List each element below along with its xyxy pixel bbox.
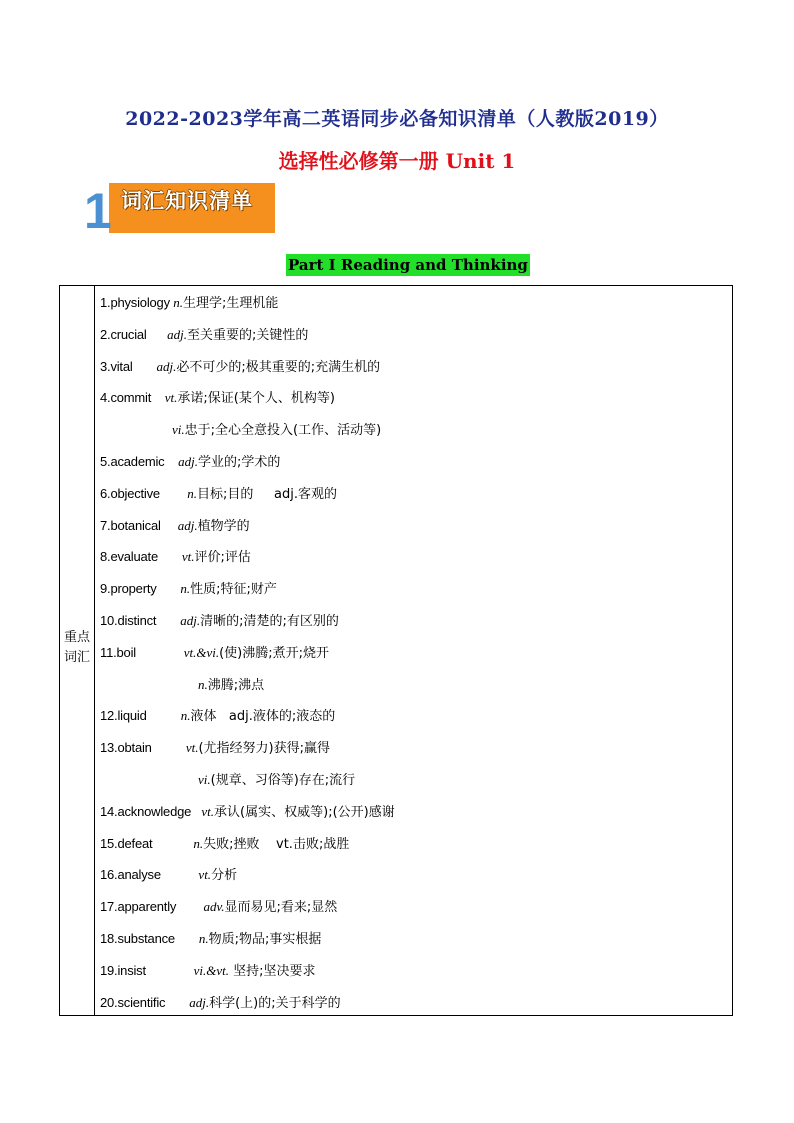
- vocab-word: 10.distinct: [100, 613, 181, 628]
- table-side-label: [60, 628, 94, 668]
- vocab-part-of-speech: vt.: [201, 803, 215, 819]
- vocab-part-of-speech: vi.: [172, 422, 185, 438]
- vocab-part-of-speech: adj.: [178, 454, 199, 469]
- vocab-entry: [100, 287, 278, 319]
- vocab-word: 19.insist: [100, 962, 194, 978]
- vocab-meaning: 物质;物品;事实根据: [208, 932, 322, 947]
- vocab-part-of-speech: n.: [198, 931, 209, 946]
- vocab-word: 15.defeat: [100, 835, 194, 851]
- vocab-meaning: (尤指经努力)获得;赢得: [198, 741, 330, 757]
- vocab-part-of-speech: vt.: [198, 867, 212, 883]
- vocab-part-of-speech: adj.: [177, 517, 198, 533]
- vocab-part-of-speech: adj.: [189, 994, 210, 1010]
- vocab-meaning: 必不可少的;极其重要的;充满生机的: [176, 359, 381, 375]
- vocab-part-of-speech: adj.: [180, 613, 201, 628]
- vocab-entry: [100, 637, 329, 669]
- vocab-meaning: 清晰的;清楚的;有区别的: [200, 614, 339, 629]
- section-number: 1: [84, 183, 112, 239]
- vocab-part-of-speech: vt.&vi.: [183, 644, 220, 660]
- vocab-meaning: 承认(属实、权威等);(公开)感谢: [214, 804, 395, 820]
- vocab-part-of-speech: n.: [193, 835, 204, 851]
- vocab-word: 8.evaluate: [100, 549, 182, 565]
- vocab-word: 2.crucial: [100, 326, 168, 342]
- vocab-meaning: 植物学的: [197, 518, 250, 534]
- vocabulary-table: [59, 285, 733, 1016]
- vocab-word: 18.substance: [100, 931, 199, 946]
- vocab-meaning: 沸腾;沸点: [207, 677, 265, 693]
- vocab-part-of-speech: n.: [187, 485, 197, 501]
- vocab-entry: [100, 605, 339, 637]
- vocab-word: 1.physiology: [100, 295, 174, 310]
- vocab-meaning: 目标;目的 adj.客观的: [197, 486, 338, 502]
- vocab-meaning: 坚持;坚决要求: [229, 963, 316, 979]
- vocab-meaning: 评价;评估: [194, 550, 251, 566]
- vocab-word: 7.botanical: [100, 517, 178, 533]
- vocab-part-of-speech: vt.: [164, 390, 178, 406]
- vocab-part-of-speech: vi.&vt.: [193, 962, 230, 978]
- vocab-entry: [100, 700, 335, 732]
- vocab-word: 3.vital: [100, 358, 157, 374]
- vocab-word: 5.academic: [100, 454, 179, 469]
- vocab-entry: [100, 541, 251, 573]
- vocab-entry: [100, 319, 308, 351]
- vocab-entry: [100, 351, 380, 383]
- vocab-part-of-speech: vt.: [185, 740, 199, 756]
- vocab-entry: [100, 923, 321, 955]
- vocab-entry: [100, 573, 277, 605]
- vocab-word: 9.property: [100, 581, 181, 597]
- vocab-word: 14.acknowledge: [100, 803, 202, 819]
- vocab-part-of-speech: n.: [173, 295, 184, 310]
- vocab-meaning: 至关重要的;关键性的: [186, 327, 309, 343]
- vocab-part-of-speech: n.: [180, 581, 191, 597]
- vocab-meaning: 学业的;学术的: [198, 455, 281, 470]
- vocab-meaning: (规章、习俗等)存在;流行: [210, 773, 356, 788]
- vocab-meaning: 分析: [211, 868, 238, 884]
- vocab-meaning: 失败;挫败 vt.击败;战胜: [203, 836, 350, 852]
- vocab-word: 16.analyse: [100, 867, 199, 883]
- vocab-meaning: 生理学;生理机能: [183, 296, 279, 311]
- part-heading: Part I Reading and Thinking: [288, 256, 528, 274]
- document-subtitle: 选择性必修第一册 Unit 1: [278, 149, 516, 173]
- document-title: 2022-2023学年高二英语同步必备知识清单（人教版2019）: [125, 108, 669, 130]
- vocab-part-of-speech: n.: [198, 676, 208, 692]
- vocab-entry: [100, 859, 237, 891]
- vocab-word: 17.apparently: [100, 899, 204, 915]
- vocab-meaning: 液体 adj.液体的;液态的: [190, 709, 336, 725]
- vocab-part-of-speech: adj.: [156, 358, 177, 374]
- table-divider: [94, 286, 95, 1015]
- vocab-meaning: 性质;特征;财产: [190, 582, 277, 598]
- vocab-entry: [100, 478, 337, 510]
- vocab-meaning: 忠于;全心全意投入(工作、活动等): [184, 423, 382, 439]
- vocab-meaning: 承诺;保证(某个人、机构等): [177, 391, 335, 407]
- vocab-word: 12.liquid: [100, 708, 181, 724]
- side-label-line: 重点: [63, 630, 90, 645]
- vocab-entry: [100, 382, 335, 414]
- vocab-entry: [100, 732, 330, 764]
- vocab-entry: [100, 796, 395, 828]
- vocab-word: 11.boil: [100, 644, 184, 660]
- vocab-meaning: 显而易见;看来;显然: [224, 900, 338, 916]
- vocab-word: 13.obtain: [100, 740, 186, 756]
- vocab-meaning: 科学(上)的;关于科学的: [209, 995, 341, 1011]
- vocab-part-of-speech: n.: [180, 708, 191, 724]
- section-label: 词汇知识清单: [121, 189, 253, 213]
- vocab-entry: [172, 414, 381, 446]
- vocab-entry: [100, 955, 316, 987]
- side-label-line: 词汇: [63, 650, 90, 665]
- vocab-meaning: (使)沸腾;煮开;烧开: [219, 645, 330, 661]
- vocab-part-of-speech: adv.: [203, 899, 225, 915]
- vocab-entry: [198, 764, 355, 796]
- vocab-entry: [100, 891, 337, 923]
- vocab-entry: [100, 446, 280, 478]
- vocab-word: 6.objective: [100, 485, 188, 501]
- vocab-word: 4.commit: [100, 390, 165, 406]
- vocab-word: 20.scientific: [100, 994, 190, 1010]
- vocab-entry: [100, 828, 349, 860]
- vocab-part-of-speech: vi.: [198, 772, 211, 787]
- vocab-entry: [198, 669, 264, 701]
- vocab-part-of-speech: vt.: [181, 549, 195, 565]
- vocab-entry: [100, 510, 250, 542]
- vocab-entry: [100, 987, 341, 1019]
- vocab-part-of-speech: adj.: [167, 326, 187, 342]
